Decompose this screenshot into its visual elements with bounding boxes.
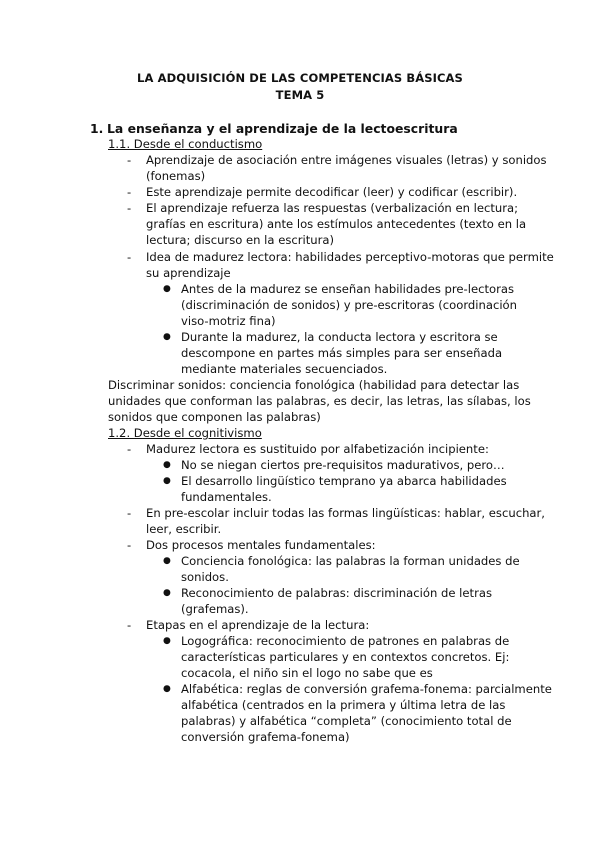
dash-marker: - <box>127 250 132 264</box>
bullet-marker: ● <box>163 476 171 486</box>
bullet-item-line: Reconocimiento de palabras: discriminación de letras <box>181 586 492 600</box>
bullet-item-line: descompone en partes más simples para ser enseñada <box>181 346 503 360</box>
dash-marker: - <box>127 201 132 215</box>
bullet-item-line: Conciencia fonológica: las palabras la forman unidades de <box>181 554 520 568</box>
list-item-line: En pre-escolar incluir todas las formas lingüísticas: hablar, escuchar, <box>146 506 545 520</box>
section-title: La enseñanza y el aprendizaje de la lectoescritura <box>107 121 458 136</box>
subsection-heading-cognitivismo: 1.2. Desde el cognitivismo <box>108 426 262 440</box>
bullet-item-line: El desarrollo lingüístico temprano ya abarca habilidades <box>181 474 507 488</box>
bullet-item-line: mediante materiales secuenciados. <box>181 362 388 376</box>
bullet-item-line: Alfabética: reglas de conversión grafema-fonema: parcialmente <box>181 682 552 696</box>
section-number: 1. <box>90 121 104 136</box>
bullet-item-line: (grafemas). <box>181 602 249 616</box>
bullet-marker: ● <box>163 284 171 294</box>
dash-marker: - <box>127 153 132 167</box>
list-item-line: Aprendizaje de asociación entre imágenes visuales (letras) y sonidos <box>146 153 547 167</box>
list-item-line: Etapas en el aprendizaje de la lectura: <box>146 618 370 632</box>
bullet-marker: ● <box>163 332 171 342</box>
bullet-item-line: alfabética (centrados en la primera y última letra de las <box>181 698 506 712</box>
document-subtitle: TEMA 5 <box>275 88 325 102</box>
bullet-marker: ● <box>163 588 171 598</box>
list-item-line: Este aprendizaje permite decodificar (leer) y codificar (escribir). <box>146 185 518 199</box>
dash-marker: - <box>127 538 132 552</box>
paragraph-line: unidades que conforman las palabras, es decir, las letras, las sílabas, los <box>108 394 531 408</box>
bullet-item-line: sonidos. <box>181 570 229 584</box>
bullet-marker: ● <box>163 556 171 566</box>
bullet-item-line: Antes de la madurez se enseñan habilidades pre-lectoras <box>181 282 515 296</box>
dash-marker: - <box>127 442 132 456</box>
list-item-line: leer, escribir. <box>146 522 222 536</box>
list-item-line: Dos procesos mentales fundamentales: <box>146 538 376 552</box>
list-item-line: El aprendizaje refuerza las respuestas (verbalización en lectura; <box>146 201 519 215</box>
bullet-item-line: características particulares y en contextos concretos. Ej: <box>181 650 510 664</box>
dash-marker: - <box>127 506 132 520</box>
bullet-marker: ● <box>163 684 171 694</box>
bullet-item-line: (discriminación de sonidos) y pre-escritoras (coordinación <box>181 298 517 312</box>
section-heading <box>90 121 458 136</box>
bullet-item-line: Logográfica: reconocimiento de patrones en palabras de <box>181 634 510 648</box>
bullet-item-line: viso-motriz fina) <box>181 314 276 328</box>
list-item-line: Madurez lectora es sustituido por alfabetización incipiente: <box>146 442 489 456</box>
bullet-marker: ● <box>163 460 171 470</box>
list-item-line: (fonemas) <box>146 169 206 183</box>
bullet-item-line: cocacola, el niño sin el logo no sabe que es <box>181 666 433 680</box>
bullet-marker: ● <box>163 636 171 646</box>
paragraph-line: Discriminar sonidos: conciencia fonológica (habilidad para detectar las <box>108 378 520 392</box>
list-item-line: grafías en escritura) ante los estímulos antecedentes (texto en la <box>146 217 527 231</box>
subsection-heading-conductismo: 1.1. Desde el conductismo <box>108 137 263 151</box>
bullet-item-line: No se niegan ciertos pre-requisitos madurativos, pero… <box>181 458 505 472</box>
list-item-line: su aprendizaje <box>146 266 231 280</box>
dash-marker: - <box>127 618 132 632</box>
bullet-item-line: palabras) y alfabética “completa” (conocimiento total de <box>181 714 512 728</box>
document-title: LA ADQUISICIÓN DE LAS COMPETENCIAS BÁSICAS <box>137 71 463 85</box>
dash-marker: - <box>127 185 132 199</box>
bullet-item-line: Durante la madurez, la conducta lectora y escritora se <box>181 330 498 344</box>
paragraph-line: sonidos que componen las palabras) <box>108 410 321 424</box>
list-item-line: Idea de madurez lectora: habilidades perceptivo-motoras que permite <box>146 250 554 264</box>
bullet-item-line: conversión grafema-fonema) <box>181 730 350 744</box>
bullet-item-line: fundamentales. <box>181 490 272 504</box>
list-item-line: lectura; discurso en la escritura) <box>146 233 335 247</box>
